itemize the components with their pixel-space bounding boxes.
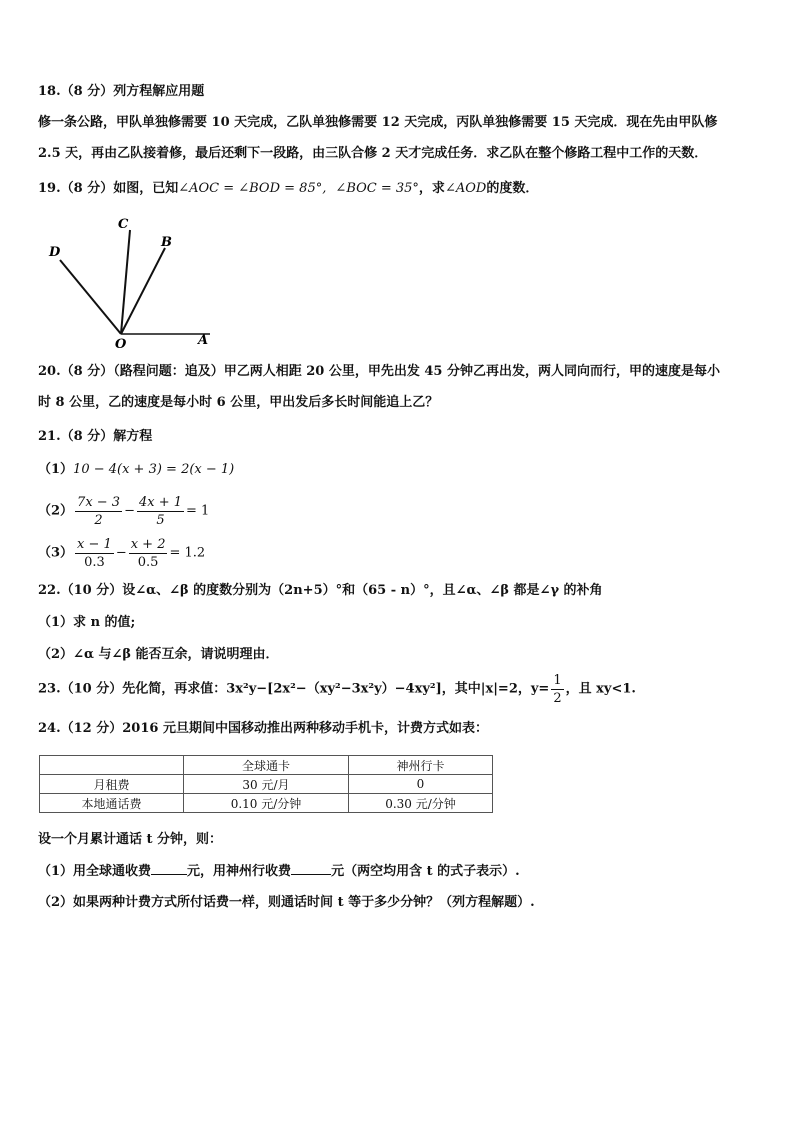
q18-text-line2: 2.5 天，再由乙队接着修，最后还剩下一段路，由三队合修 2 天才完成任务．求乙队在整个修路工程中工作的天数． [38,146,708,161]
q21-part3 [38,536,205,571]
table-cell: 月租费 [40,775,184,794]
table-header-cell: 神州行卡 [349,756,493,775]
q24-heading: 24.（12 分）2016 元旦期间中国移动推出两种移动手机卡，计费方式如表： [38,721,488,736]
ray-od [60,260,121,334]
q19-math-given1: ∠AOC = ∠BOD = 85°, [178,181,327,196]
q21-part3-fraction1: $\frac{x - 1}{0.3}$ [77,537,112,570]
q19-angle-figure [38,210,218,350]
fee-table [39,755,493,813]
table-cell: 0.10 元/分钟 [184,794,349,813]
label-b: B [161,235,172,250]
q19-math-target: ∠AOD [444,181,487,196]
q21-part1-equation: 10 − 4(x + 3) = 2(x − 1) [73,462,235,477]
q21-part2-rhs: = 1 [186,503,210,519]
q21-part2-fraction2: $\frac{4x + 1}{5}$ [138,495,183,528]
q24-part2: （2）如果两种计费方式所付话费一样，则通话时间 t 等于多少分钟？（列方程解题）. [38,895,535,910]
q21-part3-rhs: = 1.2 [169,545,206,561]
table-header-cell: 全球通卡 [184,756,349,775]
q21-part3-operator: − [115,545,127,561]
q22-part1: （1）求 n 的值; [38,615,136,630]
q19-heading-part-c: 的度数． [486,181,539,196]
q21-part2-label: （2） [38,503,74,519]
q23-heading-part-b: ，且 xy<1. [565,681,636,697]
q19-heading-part-b: ，求 [418,181,445,196]
q20-text-line2: 时 8 公里，乙的速度是每小时 6 公里，甲出发后多长时间能追上乙？ [38,395,439,410]
table-cell: 本地通话费 [40,794,184,813]
table-header-row [40,756,493,775]
q24-part1-text-c: 元（两空均用含 t 的式子表示）. [331,864,520,879]
table-header-cell [40,756,184,775]
q23-fraction-half: $\frac{1}{2}$ [553,673,562,706]
table-row [40,775,493,794]
label-c: C [118,217,129,232]
q21-part2-operator: − [124,503,135,519]
q21-part3-fraction2: $\frac{x + 2}{0.5}$ [130,537,166,570]
q19-heading-part-a: 19.（8 分）如图，已知 [38,181,179,196]
q20-text-line1: 20.（8 分）（路程问题：追及）甲乙两人相距 20 公里，甲先出发 45 分钟乙再出发，两人同向而行，甲的速度是每小 [38,364,720,379]
q21-part1 [38,461,234,479]
q19-math-given2: ∠BOC = 35° [335,181,419,196]
answer-blank-2[interactable] [291,862,331,875]
q18-text-line1: 修一条公路，甲队单独修需要 10 天完成，乙队单独修需要 12 天完成，丙队单独修需要 15 天完成．现在先由甲队修 [38,115,718,130]
q21-part3-label: （3） [38,545,74,561]
table-cell: 30 元/月 [184,775,349,794]
q23-heading [38,672,636,707]
q24-part1 [38,862,520,881]
q23-heading-part-a: 23.（10 分）先化简，再求值：3x²y−[2x²−（xy²−3x²y）−4xy²]，其中|x|=2，y= [38,681,550,697]
table-row [40,794,493,813]
label-d: D [49,245,61,260]
answer-blank-1[interactable] [151,862,187,875]
table-cell: 0 [349,775,493,794]
label-a: A [198,333,209,348]
q22-part2: （2）∠α 与∠β 能否互余，请说明理由． [38,647,279,662]
q21-part2 [38,494,209,529]
q24-setup: 设一个月累计通话 t 分钟，则： [38,832,223,847]
table-cell: 0.30 元/分钟 [349,794,493,813]
label-o: O [115,337,127,350]
q21-part2-fraction1: $\frac{7x - 3}{2}$ [77,495,121,528]
q21-part1-label: （1） [38,462,74,477]
q21-heading: 21.（8 分）解方程 [38,429,153,444]
q24-part1-text-b: 元，用神州行收费 [187,864,292,879]
q18-heading: 18.（8 分）列方程解应用题 [38,84,205,99]
q19-heading [38,180,538,198]
q22-heading: 22.（10 分）设∠α、∠β 的度数分别为（2n+5）°和（65 - n）°，且∠α、∠β 都是∠γ 的补角 [38,583,603,598]
q24-part1-text-a: （1）用全球通收费 [38,864,152,879]
